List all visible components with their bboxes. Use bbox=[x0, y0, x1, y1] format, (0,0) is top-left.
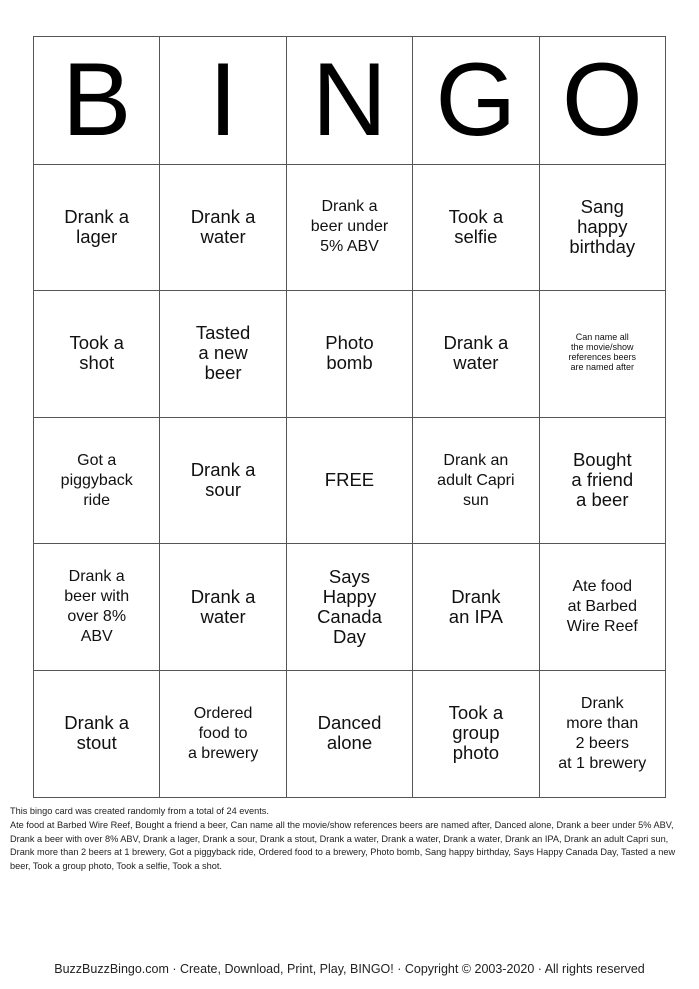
bingo-cell[interactable] bbox=[286, 164, 412, 291]
header-row bbox=[34, 37, 666, 165]
bingo-cell[interactable] bbox=[286, 417, 412, 544]
bingo-cell-text bbox=[571, 450, 633, 510]
cell-line: beer bbox=[204, 362, 242, 384]
cell-line: ride bbox=[83, 491, 111, 509]
cell-line: more than bbox=[566, 714, 639, 732]
cell-line: a friend bbox=[571, 469, 634, 491]
cell-line: at Barbed bbox=[567, 598, 637, 616]
cell-line: stout bbox=[76, 732, 117, 754]
cell-line: group bbox=[452, 722, 500, 744]
bingo-cell-text bbox=[569, 332, 637, 372]
bingo-cell[interactable] bbox=[413, 544, 539, 671]
header-letter-g: G bbox=[413, 37, 539, 165]
bingo-cell-text bbox=[449, 587, 503, 627]
cell-line: birthday bbox=[569, 235, 636, 257]
cell-line: Drank a bbox=[190, 205, 256, 227]
cell-line: photo bbox=[452, 742, 500, 764]
bingo-cell-text bbox=[443, 333, 508, 373]
bingo-cell-text bbox=[69, 333, 124, 373]
cell-line: Bought bbox=[572, 449, 632, 471]
header-letter-b: B bbox=[34, 37, 160, 165]
cell-line: sour bbox=[205, 479, 242, 501]
bingo-cell-text bbox=[191, 460, 256, 500]
header-letter-o: O bbox=[539, 37, 665, 165]
bingo-cell[interactable] bbox=[34, 164, 160, 291]
cell-line: at 1 brewery bbox=[558, 754, 647, 772]
cell-line: are named after bbox=[570, 362, 635, 373]
cell-line: Drank a bbox=[64, 712, 130, 734]
cell-line: beer with bbox=[64, 588, 130, 606]
cell-line: a beer bbox=[576, 489, 629, 511]
bingo-cell[interactable] bbox=[413, 291, 539, 418]
bingo-card bbox=[33, 36, 666, 798]
cell-line: Drank a bbox=[190, 585, 256, 607]
bingo-cell[interactable] bbox=[160, 417, 286, 544]
header-letter-i: I bbox=[160, 37, 286, 165]
cell-line: Danced bbox=[317, 712, 382, 734]
bingo-cell[interactable] bbox=[286, 291, 412, 418]
bingo-cell[interactable] bbox=[539, 291, 665, 418]
cell-line: Drank a bbox=[443, 332, 509, 354]
bingo-cell-text bbox=[64, 567, 129, 647]
cell-line: Says bbox=[328, 565, 371, 587]
cell-line: Drank a bbox=[68, 568, 125, 586]
bingo-cell-text bbox=[449, 207, 504, 247]
card-row bbox=[34, 417, 666, 544]
bingo-cell-text bbox=[567, 577, 638, 637]
cell-line: water bbox=[453, 352, 499, 374]
cell-line: selfie bbox=[454, 225, 498, 247]
bingo-cell-text bbox=[64, 713, 129, 753]
bingo-cell-text bbox=[325, 333, 373, 373]
cell-line: 5% ABV bbox=[320, 238, 379, 256]
cell-line: bomb bbox=[326, 352, 373, 374]
cell-line: alone bbox=[326, 732, 373, 754]
cell-line: Can name all bbox=[575, 332, 629, 343]
bingo-cell-text bbox=[558, 694, 646, 774]
card-row bbox=[34, 164, 666, 291]
cell-line: Drank bbox=[451, 585, 501, 607]
bingo-cell[interactable] bbox=[539, 164, 665, 291]
cell-line: piggyback bbox=[60, 471, 133, 489]
cell-line: Tasted bbox=[195, 322, 251, 344]
bingo-cell-text bbox=[311, 197, 388, 257]
card-body bbox=[34, 164, 666, 797]
cell-line: Ordered bbox=[193, 704, 253, 722]
cell-line: an IPA bbox=[448, 605, 503, 627]
bingo-cell[interactable] bbox=[160, 164, 286, 291]
bingo-cell-text bbox=[317, 567, 382, 647]
bingo-cell[interactable] bbox=[286, 670, 412, 797]
card-row bbox=[34, 291, 666, 418]
bingo-cell[interactable] bbox=[34, 291, 160, 418]
cell-line: Day bbox=[333, 625, 366, 647]
bingo-cell-text bbox=[191, 207, 256, 247]
cell-line: Drank a bbox=[64, 205, 130, 227]
bingo-cell-text bbox=[196, 323, 251, 383]
cell-line: Took a bbox=[69, 332, 124, 354]
bingo-cell-text bbox=[191, 587, 256, 627]
cell-line: over 8% bbox=[67, 608, 127, 626]
bingo-cell-text bbox=[318, 713, 382, 753]
cell-line: Got a bbox=[77, 451, 117, 469]
bingo-cell[interactable] bbox=[160, 544, 286, 671]
bingo-cell-text bbox=[64, 207, 129, 247]
footer-copyright: BuzzBuzzBingo.com · Create, Download, Print, Play, BINGO! · Copyright © 2003-2020 · All rights reserved bbox=[54, 962, 645, 976]
bingo-cell[interactable] bbox=[413, 670, 539, 797]
bingo-cell-text bbox=[188, 704, 258, 764]
cell-line: the movie/show bbox=[571, 342, 634, 353]
cell-line: sun bbox=[462, 491, 489, 509]
cell-line: 2 beers bbox=[575, 734, 629, 752]
bingo-cell-text bbox=[325, 470, 374, 490]
cell-line: lager bbox=[76, 225, 118, 247]
header-letter-n: N bbox=[286, 37, 412, 165]
cell-line: a new bbox=[198, 342, 248, 364]
cell-line: Happy bbox=[322, 585, 377, 607]
cell-line: Ate food bbox=[572, 578, 633, 596]
bingo-cell[interactable] bbox=[539, 417, 665, 544]
bingo-cell[interactable] bbox=[539, 544, 665, 671]
cell-line: food to bbox=[198, 724, 248, 742]
cell-line: happy bbox=[577, 215, 628, 237]
bingo-cell[interactable] bbox=[413, 164, 539, 291]
bingo-cell[interactable] bbox=[34, 417, 160, 544]
cell-line: Canada bbox=[317, 605, 382, 627]
bingo-cell-text bbox=[569, 197, 635, 257]
cell-line: Sang bbox=[580, 195, 624, 217]
bingo-cell-text bbox=[437, 451, 514, 511]
bingo-cell-text bbox=[61, 451, 133, 511]
cell-line: Drank a bbox=[321, 198, 378, 216]
bingo-cell[interactable] bbox=[160, 670, 286, 797]
cell-line: adult Capri bbox=[437, 471, 515, 489]
cell-line: water bbox=[200, 225, 246, 247]
cell-line: Took a bbox=[448, 702, 504, 724]
cell-line: Wire Reef bbox=[566, 618, 638, 636]
bingo-cell[interactable] bbox=[286, 544, 412, 671]
bingo-cell[interactable] bbox=[413, 417, 539, 544]
cell-line: FREE bbox=[324, 469, 375, 491]
bingo-cell[interactable] bbox=[34, 544, 160, 671]
cell-line: a brewery bbox=[187, 744, 259, 762]
info-event-list: Ate food at Barbed Wire Reef, Bought a friend a beer, Can name all the movie/show references beers are named after, Danced alone, Drank a beer under 5% ABV, Drank a beer with over 8% ABV, Drank a lager, Drank a sour, Drank a stout, Drank a water, Drank a water, Drank a water, Drank an IPA, Drank an adult Capri sun, Drank more than 2 beers at 1 brewery, Got a piggyback ride, Ordered food to a brewery, Photo bomb, Sang happy birthday, Says Happy Canada Day, Tasted a new beer, Took a group photo, Took a selfie, Took a shot. bbox=[10, 819, 676, 872]
bingo-cell[interactable] bbox=[539, 670, 665, 797]
cell-line: shot bbox=[79, 352, 115, 374]
cell-line: Drank an bbox=[443, 451, 509, 469]
bingo-cell[interactable] bbox=[160, 291, 286, 418]
cell-line: Photo bbox=[325, 332, 374, 354]
cell-line: water bbox=[200, 605, 246, 627]
bingo-cell-text bbox=[449, 703, 504, 763]
cell-line: Drank bbox=[580, 694, 624, 712]
cell-line: ABV bbox=[80, 628, 113, 646]
card-info bbox=[10, 805, 690, 874]
cell-line: beer under bbox=[310, 218, 389, 236]
cell-line: references beers bbox=[568, 352, 637, 363]
bingo-cell[interactable] bbox=[34, 670, 160, 797]
cell-line: Drank a bbox=[190, 459, 256, 481]
card-row bbox=[34, 670, 666, 797]
info-summary: This bingo card was created randomly from a total of 24 events. bbox=[10, 806, 269, 816]
cell-line: Took a bbox=[448, 205, 504, 227]
card-row bbox=[34, 544, 666, 671]
